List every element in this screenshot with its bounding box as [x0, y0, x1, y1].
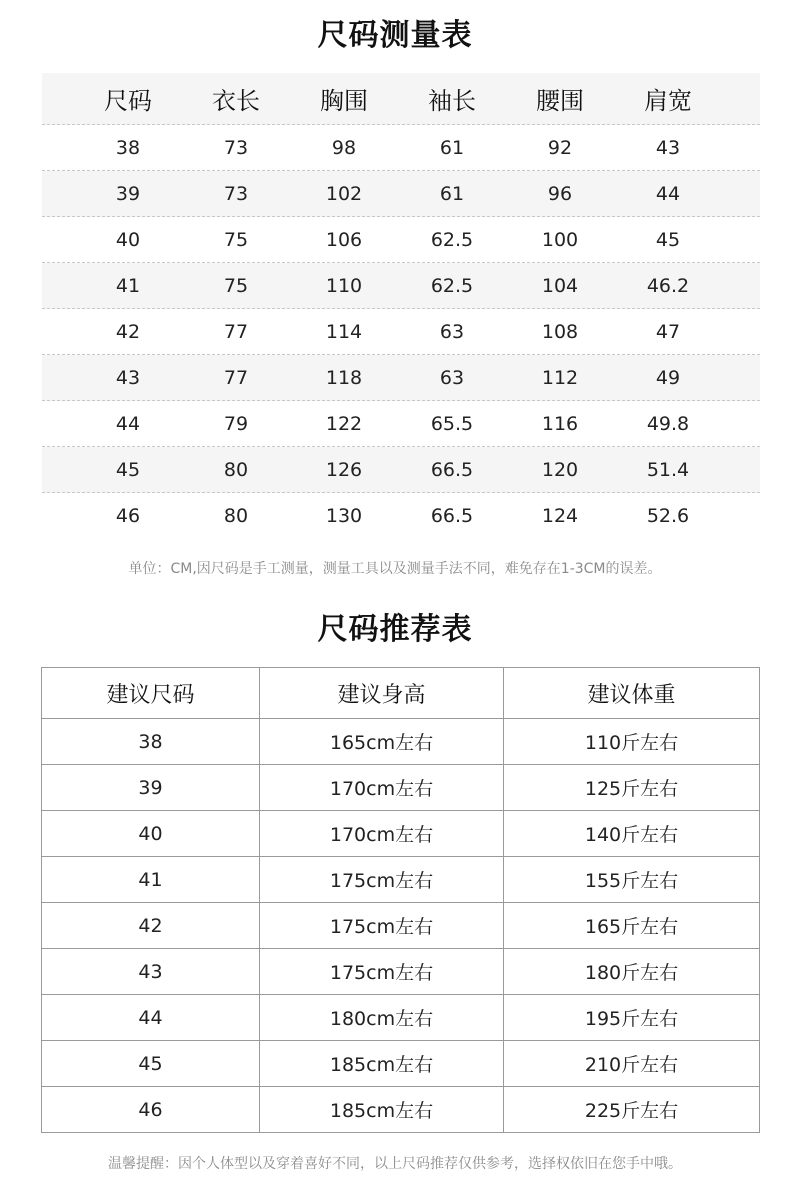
measure-row	[42, 447, 760, 493]
measure-cell: 62.5	[430, 228, 474, 251]
measure-cell: 73	[223, 182, 249, 205]
recommend-cell: 185cm左右	[260, 1041, 504, 1087]
measure-header-cell: 尺码	[104, 87, 152, 115]
recommend-cell: 39	[42, 765, 260, 811]
recommend-note: 温馨提醒：因个人体型以及穿着喜好不同，以上尺码推荐仅供参考，选择权依旧在您手中哦。	[108, 1156, 682, 1172]
measure-header-cell: 胸围	[320, 87, 368, 115]
recommend-cell: 125斤左右	[504, 765, 760, 811]
recommend-cell: 180斤左右	[504, 949, 760, 995]
recommend-cell: 210斤左右	[504, 1041, 760, 1087]
measure-row	[42, 401, 760, 447]
measure-cell: 66.5	[430, 505, 474, 527]
measure-cell: 61	[439, 136, 465, 159]
measure-cell: 66.5	[430, 458, 474, 481]
measure-cell: 38	[115, 136, 141, 159]
recommend-cell: 44	[42, 995, 260, 1041]
measure-cell: 96	[547, 182, 573, 205]
measure-cell: 62.5	[430, 274, 474, 297]
recommend-row	[42, 903, 760, 949]
measure-header-cell: 肩宽	[644, 87, 692, 115]
recommend-row	[42, 719, 760, 765]
recommend-cell: 225斤左右	[504, 1087, 760, 1133]
measure-cell: 106	[325, 228, 363, 251]
measure-cell: 45	[115, 458, 141, 481]
measure-row	[42, 263, 760, 309]
measure-cell: 75	[223, 274, 249, 297]
measure-cell: 43	[655, 136, 681, 159]
measure-cell: 47	[655, 320, 681, 343]
measure-cell: 40	[115, 228, 141, 251]
measure-cell: 104	[541, 274, 579, 297]
measure-cell: 46.2	[646, 274, 690, 297]
measure-cell: 102	[325, 182, 363, 205]
measure-row	[42, 125, 760, 171]
recommend-table-title: 尺码推荐表	[317, 612, 473, 647]
measure-cell: 46	[115, 505, 141, 527]
recommend-cell: 185cm左右	[260, 1087, 504, 1133]
recommend-cell: 180cm左右	[260, 995, 504, 1041]
recommend-row	[42, 949, 760, 995]
measure-row	[42, 171, 760, 217]
recommend-cell: 165斤左右	[504, 903, 760, 949]
measure-cell: 92	[547, 136, 573, 159]
measure-cell: 39	[115, 182, 141, 205]
measure-header-cell: 衣长	[212, 87, 260, 115]
recommend-header-cell: 建议体重	[504, 668, 760, 719]
measure-cell: 80	[223, 458, 249, 481]
measure-row	[42, 217, 760, 263]
measure-cell: 114	[325, 320, 363, 343]
measure-cell: 124	[541, 505, 579, 527]
recommend-cell: 170cm左右	[260, 811, 504, 857]
measure-cell: 116	[541, 412, 579, 435]
measure-cell: 63	[439, 366, 465, 389]
measure-cell: 77	[223, 320, 249, 343]
recommend-cell: 165cm左右	[260, 719, 504, 765]
measure-cell: 118	[325, 366, 363, 389]
recommend-row	[42, 1041, 760, 1087]
measure-cell: 79	[223, 412, 249, 435]
measure-cell: 108	[541, 320, 579, 343]
recommend-header-cell: 建议尺码	[42, 668, 260, 719]
measure-row	[42, 309, 760, 355]
measure-header-row	[42, 73, 760, 125]
measure-row	[42, 355, 760, 401]
measure-cell: 80	[223, 505, 249, 527]
measure-table-title: 尺码测量表	[317, 18, 473, 53]
recommend-cell: 195斤左右	[504, 995, 760, 1041]
measure-cell: 130	[325, 505, 363, 527]
recommend-row	[42, 857, 760, 903]
measure-cell: 49	[655, 366, 681, 389]
recommend-cell: 175cm左右	[260, 949, 504, 995]
measure-cell: 44	[115, 412, 141, 435]
recommend-cell: 42	[42, 903, 260, 949]
measure-cell: 73	[223, 136, 249, 159]
recommend-row	[42, 765, 760, 811]
recommend-table	[41, 667, 760, 1133]
recommend-cell: 45	[42, 1041, 260, 1087]
recommend-row	[42, 1087, 760, 1133]
measure-cell: 75	[223, 228, 249, 251]
measure-cell: 65.5	[430, 412, 474, 435]
measure-note: 单位：CM,因尺码是手工测量，测量工具以及测量手法不同，难免存在1-3CM的误差。	[128, 561, 662, 577]
recommend-cell: 46	[42, 1087, 260, 1133]
measure-header-cell: 腰围	[536, 87, 584, 115]
recommend-cell: 38	[42, 719, 260, 765]
recommend-cell: 155斤左右	[504, 857, 760, 903]
measure-header-cell: 袖长	[428, 87, 476, 115]
recommend-cell: 41	[42, 857, 260, 903]
recommend-cell: 170cm左右	[260, 765, 504, 811]
measure-cell: 41	[115, 274, 141, 297]
recommend-cell: 140斤左右	[504, 811, 760, 857]
recommend-row	[42, 811, 760, 857]
measure-row	[42, 493, 760, 539]
measure-cell: 52.6	[646, 505, 690, 527]
recommend-cell: 175cm左右	[260, 857, 504, 903]
measure-cell: 45	[655, 228, 681, 251]
measure-cell: 100	[541, 228, 579, 251]
measure-cell: 98	[331, 136, 357, 159]
recommend-cell: 175cm左右	[260, 903, 504, 949]
recommend-row	[42, 995, 760, 1041]
measure-cell: 43	[115, 366, 141, 389]
recommend-cell: 40	[42, 811, 260, 857]
measure-cell: 110	[325, 274, 363, 297]
measure-cell: 122	[325, 412, 363, 435]
measure-table	[42, 73, 760, 539]
recommend-cell: 43	[42, 949, 260, 995]
measure-cell: 77	[223, 366, 249, 389]
measure-cell: 63	[439, 320, 465, 343]
recommend-header-cell: 建议身高	[260, 668, 504, 719]
measure-cell: 112	[541, 366, 579, 389]
measure-cell: 126	[325, 458, 363, 481]
recommend-cell: 110斤左右	[504, 719, 760, 765]
measure-cell: 44	[655, 182, 681, 205]
measure-cell: 120	[541, 458, 579, 481]
recommend-header-row	[42, 668, 760, 719]
measure-cell: 51.4	[646, 458, 690, 481]
measure-cell: 42	[115, 320, 141, 343]
measure-cell: 49.8	[646, 412, 690, 435]
measure-cell: 61	[439, 182, 465, 205]
